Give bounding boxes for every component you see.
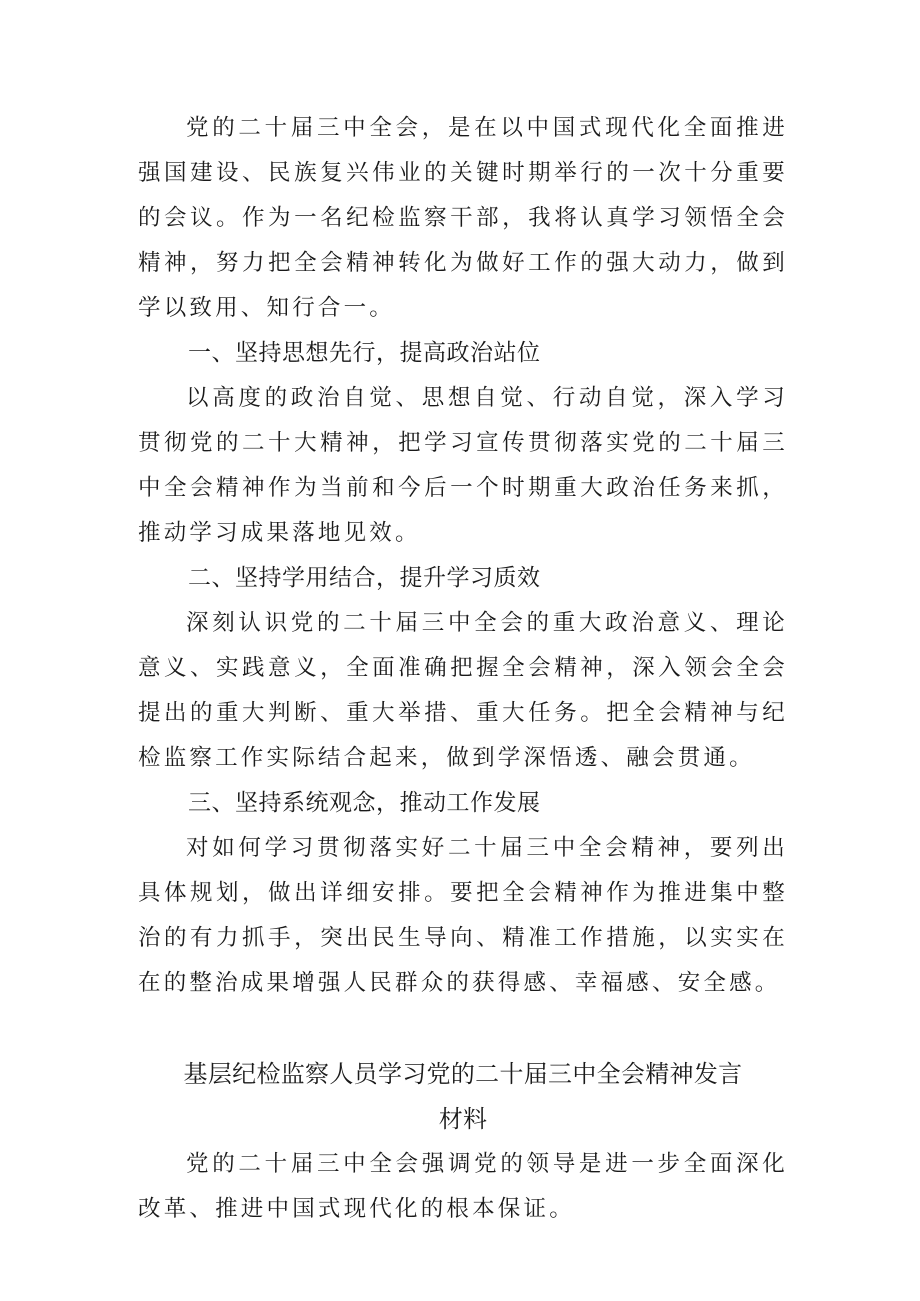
- intro-paragraph: 党的二十届三中全会，是在以中国式现代化全面推进强国建设、民族复兴伟业的关键时期举行的一次十分重要的会议。作为一名纪检监察干部，我将认真学习领悟全会精神，努力把全会精神转化为做好工作的强大动力，做到学以致用、知行合一。: [138, 115, 788, 321]
- section-3-body: 对如何学习贯彻落实好二十届三中全会精神，要列出具体规划，做出详细安排。要把全会精神作为推进集中整治的有力抓手，突出民生导向、精准工作措施，以实实在在的整治成果增强人民群众的获得感、幸福感、安全感。: [138, 835, 788, 996]
- section-2-heading: 二、坚持学用结合，提升学习质效: [188, 565, 541, 591]
- second-title-line-1: 基层纪检监察人员学习党的二十届三中全会精神发言: [183, 1060, 743, 1088]
- section-1-heading: 一、坚持思想先行，提高政治站位: [188, 340, 541, 366]
- second-intro-paragraph: 党的二十届三中全会强调党的领导是进一步全面深化改革、推进中国式现代化的根本保证。: [138, 1151, 788, 1222]
- section-1-body: 以高度的政治自觉、思想自觉、行动自觉，深入学习贯彻党的二十大精神，把学习宣传贯彻落实党的二十届三中全会精神作为当前和今后一个时期重大政治任务来抓，推动学习成果落地见效。: [138, 385, 788, 546]
- section-2-body: 深刻认识党的二十届三中全会的重大政治意义、理论意义、实践意义，全面准确把握全会精神，深入领会全会提出的重大判断、重大举措、重大任务。把全会精神与纪检监察工作实际结合起来，做到学深悟透、融会贯通。: [138, 610, 788, 771]
- document-page: [138, 106, 788, 1232]
- second-title-line-2: 材料: [438, 1105, 488, 1133]
- section-3-heading: 三、坚持系统观念，推动工作发展: [188, 790, 541, 816]
- second-document-title: [138, 1052, 788, 1142]
